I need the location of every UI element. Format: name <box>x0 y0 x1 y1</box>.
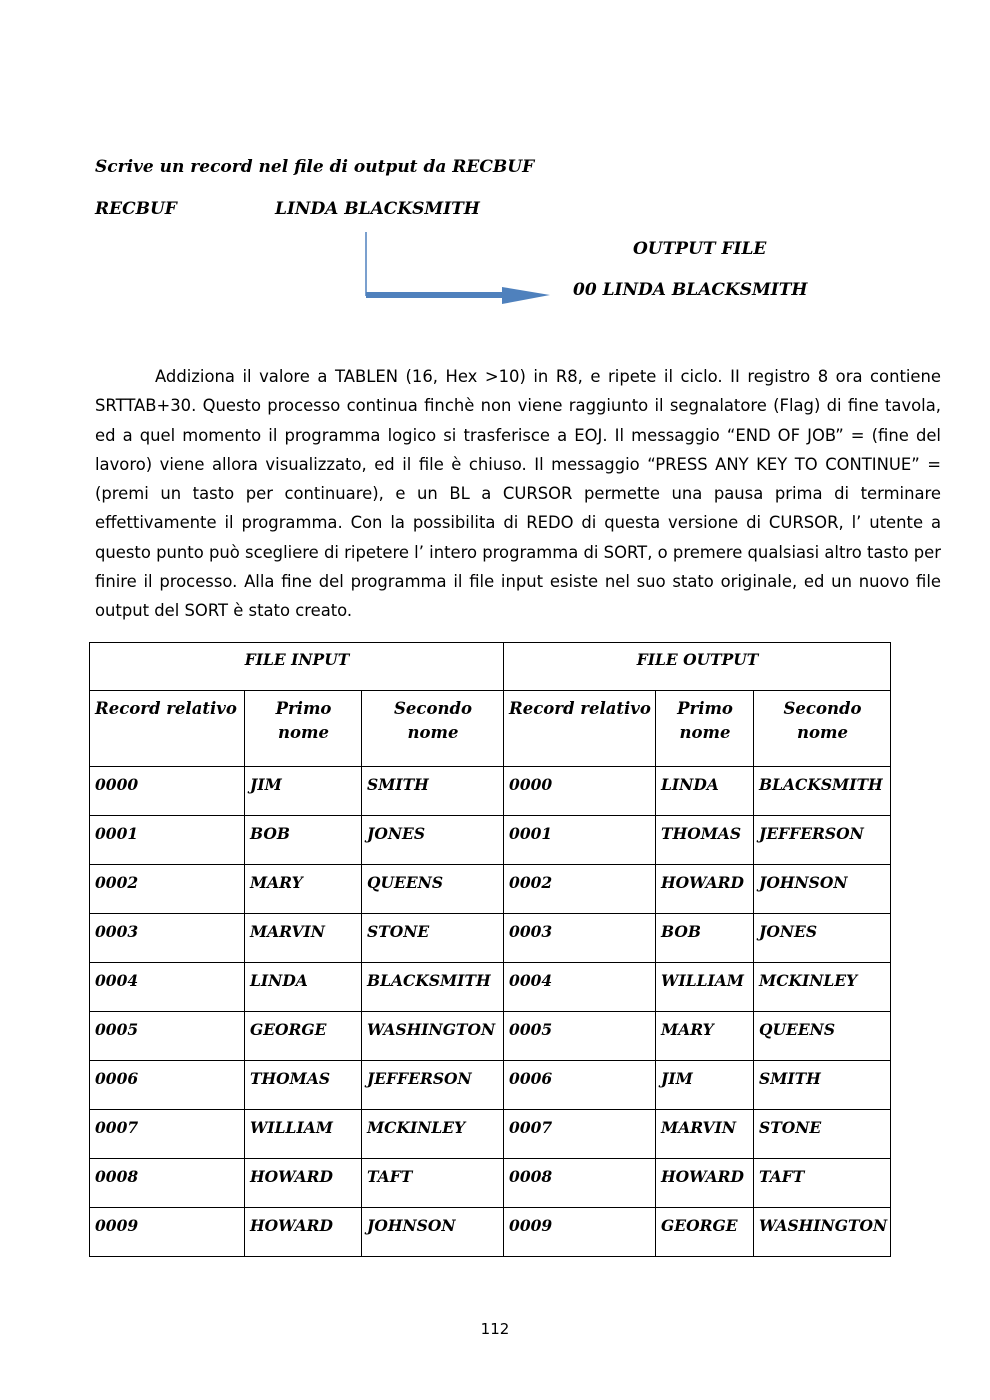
table-cell: LINDA <box>245 963 362 1012</box>
table-cell: BOB <box>656 914 754 963</box>
table-cell: WILLIAM <box>245 1110 362 1159</box>
table-cell: QUEENS <box>754 1012 891 1061</box>
table-cell: MARVIN <box>656 1110 754 1159</box>
page-number: 112 <box>480 1320 510 1338</box>
table-cell: BLACKSMITH <box>754 767 891 816</box>
table-row <box>90 1208 891 1257</box>
table-cell: 0002 <box>504 865 656 914</box>
table-cell: HOWARD <box>245 1208 362 1257</box>
group-file-output: FILE OUTPUT <box>504 643 891 691</box>
table-cell: JIM <box>245 767 362 816</box>
table-cell: 0009 <box>504 1208 656 1257</box>
table-cell: 0005 <box>504 1012 656 1061</box>
table-cell: TAFT <box>754 1159 891 1208</box>
table-row <box>90 865 891 914</box>
table-cell: BLACKSMITH <box>362 963 504 1012</box>
arrow-shaft <box>366 292 506 298</box>
column-header: Primo nome <box>656 691 754 767</box>
table-cell: 0001 <box>504 816 656 865</box>
table-cell: JOHNSON <box>754 865 891 914</box>
table-cell: JONES <box>754 914 891 963</box>
table-cell: SMITH <box>362 767 504 816</box>
output-file-label: OUTPUT FILE <box>633 239 767 259</box>
flow-arrow <box>360 228 560 310</box>
table-cell: STONE <box>754 1110 891 1159</box>
arrow-head <box>502 287 550 304</box>
table-cell: QUEENS <box>362 865 504 914</box>
column-header: Record relativo <box>90 691 245 767</box>
table-cell: 0004 <box>504 963 656 1012</box>
table-cell: BOB <box>245 816 362 865</box>
table-cell: WASHINGTON <box>362 1012 504 1061</box>
table-cell: 0006 <box>90 1061 245 1110</box>
table-cell: 0004 <box>90 963 245 1012</box>
table-cell: 0009 <box>90 1208 245 1257</box>
table-cell: 0005 <box>90 1012 245 1061</box>
column-header: Record relativo <box>504 691 656 767</box>
table-cell: JONES <box>362 816 504 865</box>
table-row <box>90 1012 891 1061</box>
table-row <box>90 914 891 963</box>
records-table <box>89 642 891 1257</box>
table-cell: 0000 <box>90 767 245 816</box>
table-row <box>90 1110 891 1159</box>
table-cell: THOMAS <box>245 1061 362 1110</box>
table-row <box>90 1061 891 1110</box>
recbuf-label: RECBUF <box>95 199 177 219</box>
table-cell: 0001 <box>90 816 245 865</box>
column-header: Secondo nome <box>754 691 891 767</box>
output-record: 00 LINDA BLACKSMITH <box>573 280 808 300</box>
table-cell: THOMAS <box>656 816 754 865</box>
table-cell: SMITH <box>754 1061 891 1110</box>
table-column-header <box>90 691 891 767</box>
table-cell: WASHINGTON <box>754 1208 891 1257</box>
table-cell: 0000 <box>504 767 656 816</box>
recbuf-value: LINDA BLACKSMITH <box>275 199 480 219</box>
table-cell: JOHNSON <box>362 1208 504 1257</box>
section-heading: Scrive un record nel file di output da RECBUF <box>95 157 535 177</box>
body-paragraph: Addiziona il valore a TABLEN (16, Hex >10) in R8, e ripete il ciclo. II registro 8 ora contiene SRTTAB+30. Questo processo continua finchè non viene raggiunto il segnalatore (Flag) di fine tavola, ed a quel momento il programma logico si trasferisce a EOJ. Il messaggio “END OF JOB” = (fine del lavoro) viene allora visualizzato, ed il file è chiuso. Il messaggio “PRESS ANY KEY TO CONTINUE” = (premi un tasto per continuare), e un BL a CURSOR permette una pausa prima di terminare effettivamente il programma. Con la possibilita di REDO di questa versione di CURSOR, l’ utente a questo punto può scegliere di ripetere l’ intero programma di SORT, o premere qualsiasi altro tasto per finire il processo. Alla fine del programma il file input esiste nel suo stato originale, ed un nuovo file output del SORT è stato creato. <box>95 367 941 621</box>
table-cell: 0007 <box>504 1110 656 1159</box>
table-cell: 0007 <box>90 1110 245 1159</box>
table-cell: MCKINLEY <box>754 963 891 1012</box>
table-row <box>90 963 891 1012</box>
table-cell: TAFT <box>362 1159 504 1208</box>
table-row <box>90 1159 891 1208</box>
group-file-input: FILE INPUT <box>90 643 504 691</box>
column-header: Secondo nome <box>362 691 504 767</box>
table-cell: 0002 <box>90 865 245 914</box>
table-cell: 0006 <box>504 1061 656 1110</box>
table-cell: MARY <box>245 865 362 914</box>
table-cell: LINDA <box>656 767 754 816</box>
table-cell: HOWARD <box>245 1159 362 1208</box>
table-cell: JIM <box>656 1061 754 1110</box>
table-group-header <box>90 643 891 691</box>
table-row <box>90 767 891 816</box>
table-cell: 0003 <box>504 914 656 963</box>
table-cell: MCKINLEY <box>362 1110 504 1159</box>
table-cell: HOWARD <box>656 865 754 914</box>
table-cell: HOWARD <box>656 1159 754 1208</box>
table-row <box>90 816 891 865</box>
table-cell: GEORGE <box>656 1208 754 1257</box>
table-cell: 0008 <box>504 1159 656 1208</box>
table-cell: JEFFERSON <box>362 1061 504 1110</box>
table-cell: MARVIN <box>245 914 362 963</box>
table-cell: WILLIAM <box>656 963 754 1012</box>
table-cell: GEORGE <box>245 1012 362 1061</box>
table-cell: JEFFERSON <box>754 816 891 865</box>
table-cell: MARY <box>656 1012 754 1061</box>
table-cell: 0003 <box>90 914 245 963</box>
column-header: Primo nome <box>245 691 362 767</box>
table-cell: 0008 <box>90 1159 245 1208</box>
table-cell: STONE <box>362 914 504 963</box>
